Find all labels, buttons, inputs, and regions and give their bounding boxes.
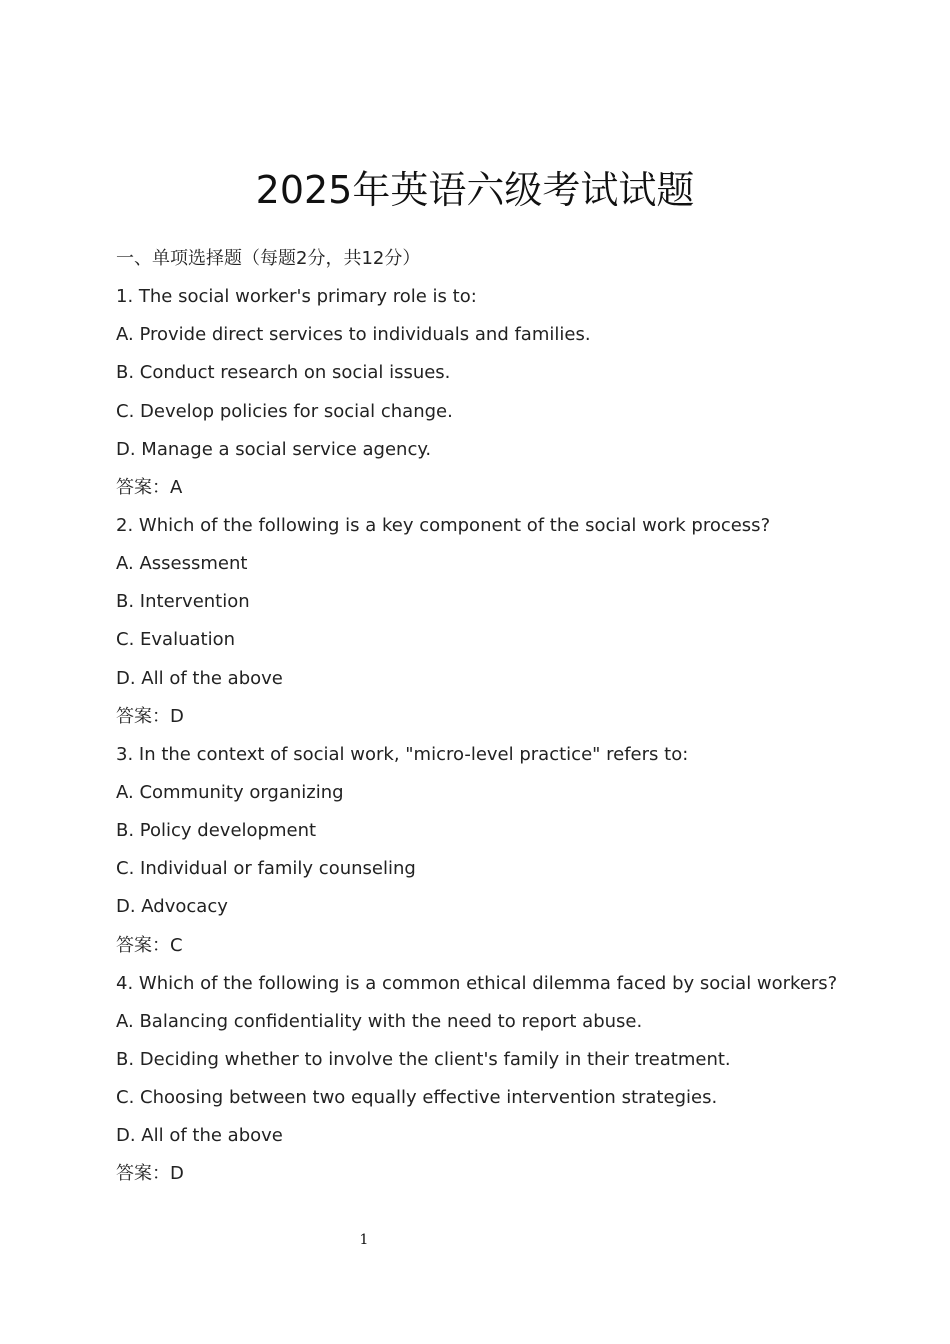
section-heading: 一、单项选择题（每题2分，共12分） xyxy=(116,248,421,269)
question-block xyxy=(116,278,876,507)
option-d: D. Advocacy xyxy=(116,896,228,918)
option-b: B. Deciding whether to involve the client's family in their treatment. xyxy=(116,1048,731,1070)
answer-line: 答案：D xyxy=(116,705,184,727)
option-b: B. Intervention xyxy=(116,591,250,613)
option-c: C. Evaluation xyxy=(116,629,235,651)
option-c: C. Choosing between two equally effective intervention strategies. xyxy=(116,1087,718,1109)
question-stem: 2. Which of the following is a key component of the social work process? xyxy=(116,514,771,536)
question-stem: 4. Which of the following is a common ethical dilemma faced by social workers? xyxy=(116,972,838,994)
question-stem: 3. In the context of social work, "micro-level practice" refers to: xyxy=(116,743,689,765)
option-d: D. All of the above xyxy=(116,1125,283,1147)
option-a: A. Provide direct services to individuals and families. xyxy=(116,324,591,346)
answer-line: 答案：D xyxy=(116,1163,184,1185)
option-a: A. Community organizing xyxy=(116,781,344,803)
question-stem: 1. The social worker's primary role is to: xyxy=(116,286,477,308)
option-a: A. Assessment xyxy=(116,553,248,575)
answer-line: 答案：A xyxy=(116,476,183,498)
option-c: C. Individual or family counseling xyxy=(116,858,416,880)
question-block xyxy=(116,507,876,736)
question-block xyxy=(116,736,876,965)
document-body xyxy=(116,240,876,1194)
option-c: C. Develop policies for social change. xyxy=(116,400,453,422)
answer-line: 答案：C xyxy=(116,934,183,956)
option-d: D. Manage a social service agency. xyxy=(116,438,432,460)
option-a: A. Balancing confidentiality with the need to report abuse. xyxy=(116,1010,643,1032)
option-b: B. Conduct research on social issues. xyxy=(116,362,451,384)
page-number: 1 xyxy=(359,1232,369,1248)
option-b: B. Policy development xyxy=(116,820,317,842)
option-d: D. All of the above xyxy=(116,667,283,689)
question-block xyxy=(116,965,876,1194)
document-title: 2025年英语六级考试试题 xyxy=(255,168,695,212)
